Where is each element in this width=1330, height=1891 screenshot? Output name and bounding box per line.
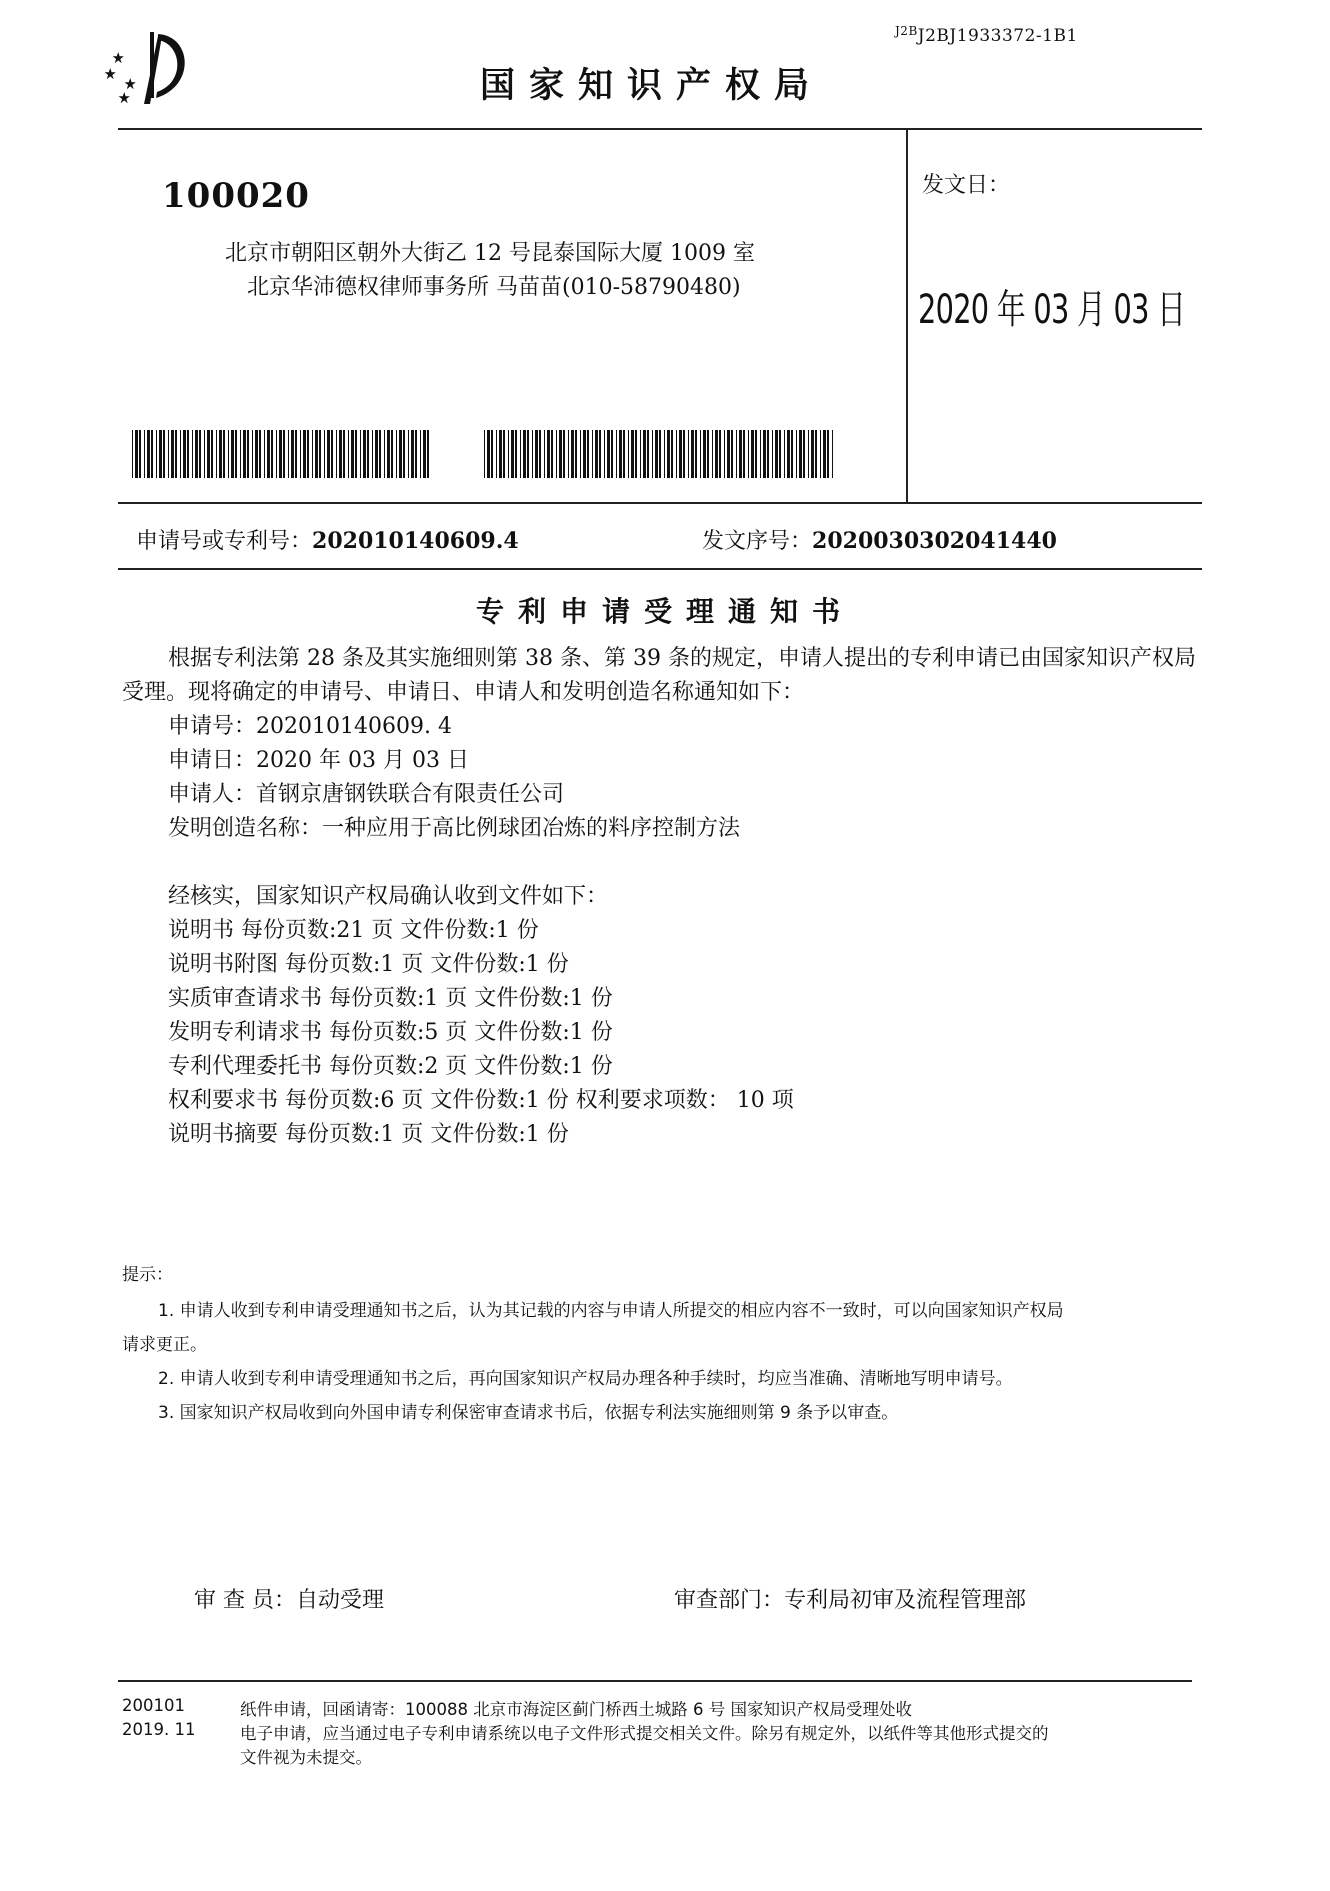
- barcode-bar: [132, 430, 133, 478]
- barcode-bar: [799, 430, 802, 478]
- barcode-bar: [791, 430, 793, 478]
- barcode-bar: [544, 430, 545, 478]
- barcode-bar: [599, 430, 601, 478]
- barcode-bar: [523, 430, 526, 478]
- barcode-bar: [595, 430, 598, 478]
- barcode-bar: [315, 430, 318, 478]
- barcode-bar: [375, 430, 378, 478]
- header-rule: [118, 128, 1202, 130]
- barcode-bar: [751, 430, 754, 478]
- send-date-label: 发文日：: [922, 173, 1011, 198]
- barcode-bar: [231, 430, 234, 478]
- barcode-bar: [156, 430, 157, 478]
- form-code: 200101: [122, 1696, 185, 1715]
- barcode-bar: [520, 430, 521, 478]
- barcode-bar: [580, 430, 581, 478]
- received-document: 说明书摘要 每份页数:1 页 文件份数:1 份: [168, 1122, 569, 1147]
- barcode-bar: [688, 430, 689, 478]
- barcode-bar: [503, 430, 505, 478]
- barcode-bar: [355, 430, 357, 478]
- barcode-bar: [499, 430, 502, 478]
- barcode-bar: [631, 430, 634, 478]
- received-document: 权利要求书 每份页数:6 页 文件份数:1 份 权利要求项数： 10 项: [168, 1088, 794, 1113]
- barcode-bar: [487, 430, 490, 478]
- barcode-bar: [667, 430, 670, 478]
- barcode-bar: [307, 430, 309, 478]
- barcode-bar: [535, 430, 538, 478]
- barcode-bar: [139, 430, 141, 478]
- barcode-bar: [727, 430, 730, 478]
- org-title: 国家知识产权局: [480, 66, 824, 106]
- barcode-bar: [159, 430, 162, 478]
- barcode-bar: [583, 430, 586, 478]
- barcode-bar: [707, 430, 709, 478]
- barcode-bar: [255, 430, 258, 478]
- date-divider: [906, 128, 908, 502]
- barcode-bar: [496, 430, 497, 478]
- barcode-bar: [547, 430, 550, 478]
- field-invention-title: 发明创造名称：一种应用于高比例球团冶炼的料序控制方法: [168, 816, 741, 841]
- barcode-bar: [423, 430, 426, 478]
- barcode-bar: [363, 430, 366, 478]
- barcode-bar: [787, 430, 790, 478]
- hint-item: 3. 国家知识产权局收到向外国申请专利保密审查请求书后，依据专利法实施细则第 9 条予以审查。: [158, 1403, 899, 1423]
- barcode-bar: [784, 430, 785, 478]
- barcode-bar: [351, 430, 354, 478]
- barcode-bar: [408, 430, 409, 478]
- notice-title: 专利申请受理通知书: [475, 595, 854, 628]
- barcode-bar: [396, 430, 397, 478]
- barcode-bar: [183, 430, 186, 478]
- address-rule: [118, 502, 1202, 504]
- hint-item: 2. 申请人收到专利申请受理通知书之后，再向国家知识产权局办理各种手续时，均应当准确、清晰地写明申请号。: [158, 1369, 1013, 1389]
- serial-number-label: 发文序号：: [702, 529, 813, 554]
- barcode-bar: [691, 430, 694, 478]
- electronic-submission-note: 电子申请，应当通过电子专利申请系统以电子文件形式提交相关文件。除另有规定外，以纸件等其他形式提交的: [240, 1724, 1049, 1743]
- barcode-bar: [815, 430, 817, 478]
- barcode-bar: [279, 430, 282, 478]
- barcode-bar: [219, 430, 222, 478]
- barcode-bar: [748, 430, 749, 478]
- barcode-bar: [703, 430, 706, 478]
- barcode-bar: [700, 430, 701, 478]
- address-line-1: 北京市朝阳区朝外大街乙 12 号昆泰国际大厦 1009 室: [225, 241, 755, 266]
- received-document: 说明书 每份页数:21 页 文件份数:1 份: [168, 918, 539, 943]
- barcode-left: [132, 430, 430, 478]
- barcode-bar: [563, 430, 565, 478]
- barcode-bar: [592, 430, 593, 478]
- barcode-bar: [628, 430, 629, 478]
- barcode-bar: [384, 430, 385, 478]
- barcode-bar: [743, 430, 745, 478]
- electronic-submission-note-cont: 文件视为未提交。: [240, 1748, 372, 1767]
- barcode-bar: [271, 430, 273, 478]
- barcode-bar: [175, 430, 177, 478]
- barcode-bar: [808, 430, 809, 478]
- cnipa-logo: [100, 26, 210, 108]
- field-applicant: 申请人：首钢京唐钢铁联合有限责任公司: [168, 782, 565, 807]
- barcode-bar: [283, 430, 285, 478]
- barcode-bar: [336, 430, 337, 478]
- barcode-bar: [619, 430, 622, 478]
- barcode-bar: [291, 430, 294, 478]
- barcode-bar: [348, 430, 349, 478]
- barcode-bar: [168, 430, 169, 478]
- barcode-bar: [411, 430, 414, 478]
- info-rule: [118, 568, 1202, 570]
- barcode-bar: [664, 430, 665, 478]
- examination-department: 审查部门：专利局初审及流程管理部: [674, 1588, 1027, 1613]
- barcode-bar: [300, 430, 301, 478]
- send-date: 2020 年 03 月 03 日: [918, 287, 1186, 333]
- barcode-bar: [772, 430, 773, 478]
- hint-item-cont: 请求更正。: [122, 1335, 207, 1355]
- barcode-bar: [420, 430, 421, 478]
- document-code-text: J2BJ1933372-1B1: [917, 26, 1078, 46]
- barcode-bar: [427, 430, 429, 478]
- hints-label: 提示：: [122, 1265, 173, 1285]
- received-document: 专利代理委托书 每份页数:2 页 文件份数:1 份: [168, 1054, 613, 1079]
- barcode-bar: [343, 430, 345, 478]
- barcode-bar: [508, 430, 509, 478]
- received-document: 说明书附图 每份页数:1 页 文件份数:1 份: [168, 952, 569, 977]
- barcode-bar: [163, 430, 165, 478]
- barcode-bar: [775, 430, 778, 478]
- barcode-bar: [823, 430, 826, 478]
- barcode-bar: [643, 430, 646, 478]
- serial-number-row: [702, 524, 1057, 555]
- barcode-bar: [640, 430, 641, 478]
- barcode-bar: [715, 430, 718, 478]
- barcode-bar: [339, 430, 342, 478]
- barcode-bar: [187, 430, 189, 478]
- barcode-bar: [216, 430, 217, 478]
- barcode-bar: [288, 430, 289, 478]
- barcode-bar: [247, 430, 249, 478]
- barcode-bar: [211, 430, 213, 478]
- barcode-right: [484, 430, 836, 478]
- address-line-2: 北京华沛德权律师事务所 马苗苗(010-58790480): [247, 275, 741, 300]
- barcode-bar: [199, 430, 201, 478]
- barcode-bar: [604, 430, 605, 478]
- barcode-bar: [180, 430, 181, 478]
- received-document: 发明专利请求书 每份页数:5 页 文件份数:1 份: [168, 1020, 613, 1045]
- barcode-bar: [267, 430, 270, 478]
- examiner: 审 查 员：自动受理: [194, 1588, 384, 1613]
- barcode-bar: [767, 430, 769, 478]
- barcode-bar: [240, 430, 241, 478]
- barcode-bar: [319, 430, 321, 478]
- barcode-bar: [796, 430, 797, 478]
- barcode-bar: [295, 430, 297, 478]
- barcode-bar: [659, 430, 661, 478]
- barcode-bar: [391, 430, 393, 478]
- barcode-bar: [415, 430, 417, 478]
- barcode-bar: [811, 430, 814, 478]
- barcode-bar: [587, 430, 589, 478]
- barcode-bar: [252, 430, 253, 478]
- barcode-bar: [568, 430, 569, 478]
- barcode-bar: [551, 430, 553, 478]
- field-application-date: 申请日：2020 年 03 月 03 日: [168, 748, 469, 773]
- application-number-row: [136, 524, 519, 555]
- barcode-bar: [736, 430, 737, 478]
- barcode-bar: [367, 430, 369, 478]
- document-code: [895, 26, 1078, 46]
- barcode-bar: [556, 430, 557, 478]
- barcode-bar: [803, 430, 805, 478]
- footer-rule: [118, 1680, 1192, 1682]
- barcode-bar: [616, 430, 617, 478]
- barcode-bar: [259, 430, 261, 478]
- barcode-bar: [731, 430, 733, 478]
- barcode-bar: [303, 430, 306, 478]
- barcode-bar: [331, 430, 333, 478]
- barcode-bar: [379, 430, 381, 478]
- barcode-bar: [243, 430, 246, 478]
- barcode-bar: [207, 430, 210, 478]
- barcode-bar: [719, 430, 721, 478]
- barcode-bar: [511, 430, 514, 478]
- barcode-bar: [607, 430, 610, 478]
- barcode-bar: [484, 430, 485, 478]
- postal-code: 100020: [162, 176, 310, 216]
- barcode-bar: [399, 430, 402, 478]
- barcode-bar: [827, 430, 829, 478]
- barcode-bar: [760, 430, 761, 478]
- barcode-bar: [695, 430, 697, 478]
- serial-number: 2020030302041440: [812, 528, 1057, 554]
- barcode-bar: [832, 430, 833, 478]
- application-number: 202010140609.4: [312, 528, 519, 554]
- barcode-bar: [515, 430, 517, 478]
- barcode-bar: [151, 430, 153, 478]
- barcode-bar: [623, 430, 625, 478]
- barcode-bar: [276, 430, 277, 478]
- notice-paragraph: 根据专利法第 28 条及其实施细则第 38 条、第 39 条的规定，申请人提出的专利申请已由国家知识产权局: [168, 646, 1196, 671]
- field-application-number: 申请号：202010140609. 4: [168, 714, 452, 739]
- barcode-bar: [532, 430, 533, 478]
- barcode-bar: [360, 430, 361, 478]
- barcode-bar: [739, 430, 742, 478]
- barcode-bar: [635, 430, 637, 478]
- barcode-bar: [403, 430, 405, 478]
- barcode-bar: [171, 430, 174, 478]
- application-number-label: 申请号或专利号：: [136, 529, 313, 554]
- barcode-bar: [755, 430, 757, 478]
- barcode-bar: [683, 430, 685, 478]
- barcode-bar: [676, 430, 677, 478]
- paper-submission-note: 纸件申请，回函请寄：100088 北京市海淀区蓟门桥西土城路 6 号 国家知识产权局受理处收: [240, 1700, 912, 1719]
- barcode-bar: [611, 430, 613, 478]
- barcode-bar: [779, 430, 781, 478]
- barcode-bar: [655, 430, 658, 478]
- document-code-prefix: J2B: [895, 24, 918, 38]
- barcode-bar: [228, 430, 229, 478]
- form-version: 2019. 11: [122, 1720, 196, 1739]
- barcode-bar: [491, 430, 493, 478]
- barcode-bar: [147, 430, 150, 478]
- barcode-bar: [387, 430, 390, 478]
- barcode-bar: [820, 430, 821, 478]
- hint-item: 1. 申请人收到专利申请受理通知书之后，认为其记载的内容与申请人所提交的相应内容不一致时，可以向国家知识产权局: [158, 1301, 1064, 1321]
- barcode-bar: [195, 430, 198, 478]
- barcode-bar: [652, 430, 653, 478]
- barcode-bar: [559, 430, 562, 478]
- barcode-bar: [724, 430, 725, 478]
- barcode-bar: [235, 430, 237, 478]
- barcode-bar: [575, 430, 577, 478]
- barcode-bar: [324, 430, 325, 478]
- barcode-bar: [763, 430, 766, 478]
- barcode-bar: [223, 430, 225, 478]
- barcode-bar: [135, 430, 138, 478]
- notice-paragraph-cont: 受理。现将确定的申请号、申请日、申请人和发明创造名称通知如下：: [122, 680, 805, 705]
- barcode-bar: [312, 430, 313, 478]
- barcode-bar: [647, 430, 649, 478]
- received-intro: 经核实，国家知识产权局确认收到文件如下：: [168, 884, 609, 909]
- barcode-bar: [671, 430, 673, 478]
- received-document: 实质审查请求书 每份页数:1 页 文件份数:1 份: [168, 986, 613, 1011]
- barcode-bar: [527, 430, 529, 478]
- barcode-bar: [712, 430, 713, 478]
- barcode-bar: [327, 430, 330, 478]
- barcode-bar: [264, 430, 265, 478]
- barcode-bar: [192, 430, 193, 478]
- barcode-bar: [372, 430, 373, 478]
- barcode-bar: [204, 430, 205, 478]
- barcode-bar: [571, 430, 574, 478]
- barcode-bar: [679, 430, 682, 478]
- barcode-bar: [144, 430, 145, 478]
- barcode-bar: [539, 430, 541, 478]
